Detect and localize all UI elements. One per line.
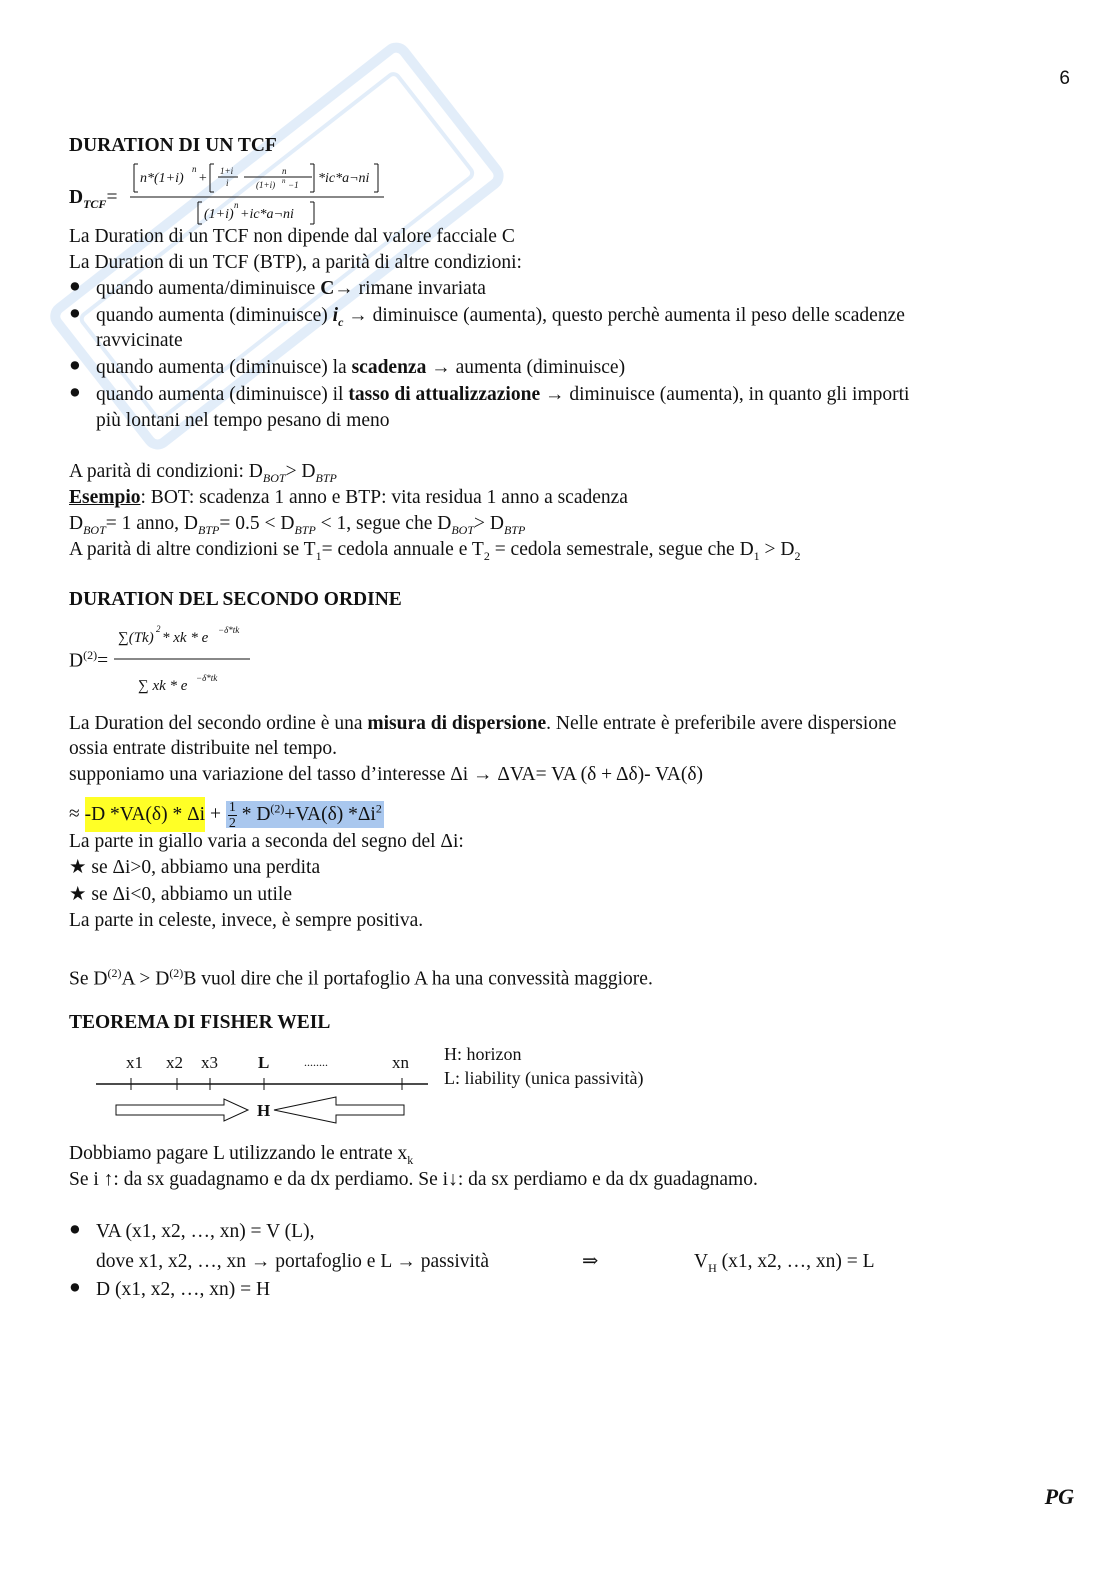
legend-liability: L: liability (unica passività) (444, 1068, 644, 1088)
svg-text:2: 2 (156, 624, 161, 634)
formula-d2-fraction (112, 622, 254, 694)
svg-text:* xk * e: * xk * e (162, 630, 209, 646)
bullet-dot: ● (69, 303, 81, 324)
highlight-blue: $\frac{1}{2}$ * $D^{(2)}+VA(\delta)$ $*\Delta i^2$ (226, 801, 384, 828)
svg-text:(1+i): (1+i) (204, 207, 234, 222)
svg-text:+: + (198, 171, 208, 186)
giallo-line: La parte in giallo varia a seconda del segno del Δi: (69, 831, 464, 852)
svg-text:1+i: 1+i (220, 166, 234, 176)
highlight-yellow: -D *VA(δ) * Δi (85, 797, 206, 832)
dbot-line: $D_{BOT}= 1$ anno, $D_{BTP}= 0.5 < D_{BTP} < 1$, segue che $D_{BOT}> D_{BTP}$ (69, 513, 526, 537)
svg-text:n: n (234, 200, 239, 210)
parita-line: A parità di condizioni: $D_{BOT}> D_{BTP}$ (69, 461, 337, 485)
diagram-label-dots: ........ (304, 1055, 328, 1069)
d2-approximation: ≈ -D *VA(δ) * Δi + $\frac{1}{2}$ * $D^{(2)}+VA(\delta)$ $*\Delta i^2$ (69, 789, 384, 827)
tcf-bullet-1: quando aumenta/diminuisce C→ rimane invariata (96, 278, 486, 299)
formula-tcf-fraction (128, 158, 390, 228)
svg-text:(1+i): (1+i) (256, 180, 276, 190)
svg-text:n: n (192, 164, 197, 174)
svg-text:+ic*a¬ni: +ic*a¬ni (240, 207, 294, 222)
formula-tcf-lhs: $D_{TCF}=$ (69, 187, 118, 211)
heading-duration-secondo-ordine: DURATION DEL SECONDO ORDINE (69, 589, 402, 610)
tcf-line-2: La Duration di un TCF (BTP), a parità di altre condizioni: (69, 252, 522, 273)
bullet-dot: ● (69, 355, 81, 376)
vh-equation: $V_H$ (x1, x2, …, xn) = L (694, 1251, 875, 1275)
implies-symbol: ⇒ (582, 1251, 599, 1272)
star-line-2: ★ se Δi<0, abbiamo un utile (69, 884, 292, 905)
svg-text:i: i (226, 178, 229, 188)
diagram-legend (444, 1042, 643, 1090)
diagram-label-xn: xn (392, 1053, 409, 1072)
fw-paragraph-2: Se i ↑: da sx guadagnamo e da dx perdiamo. Se i↓: da sx perdiamo e da dx guadagnamo. (69, 1169, 758, 1190)
bullet-dot: ● (69, 1219, 81, 1240)
page-number: 6 (1059, 68, 1070, 89)
fw-bullet-2: D (x1, x2, …, xn) = H (96, 1279, 271, 1300)
star-line-1: ★ se Δi>0, abbiamo una perdita (69, 857, 321, 878)
bullet-dot: ● (69, 382, 81, 403)
legend-horizon: H: horizon (444, 1044, 522, 1064)
svg-text:−δ*tk: −δ*tk (218, 625, 240, 635)
tcf-line-1: La Duration di un TCF non dipende dal valore facciale C (69, 226, 515, 247)
heading-duration-tcf: DURATION DI UN TCF (69, 135, 277, 156)
svg-text:n: n (282, 166, 287, 176)
cedola-line: A parità di altre condizioni se $T_1=$ cedola annuale e $T_2$ = cedola semestrale, segue che $D_1 > D_2$ (69, 539, 801, 563)
esempio-line: Esempio: BOT: scadenza 1 anno e BTP: vita residua 1 anno a scadenza (69, 487, 628, 508)
svg-text:*ic*a¬ni: *ic*a¬ni (318, 171, 370, 186)
svg-text:∑ xk * e: ∑ xk * e (138, 678, 188, 694)
footer-mark: PG (1044, 1484, 1074, 1509)
fw-bullet-1-cont: dove x1, x2, …, xn → portafoglio e L → passività (96, 1251, 490, 1272)
svg-text:∑(Tk): ∑(Tk) (118, 630, 154, 646)
svg-text:−δ*tk: −δ*tk (196, 673, 218, 683)
bullet-dot: ● (69, 276, 81, 297)
tcf-bullet-3: quando aumenta (diminuisce) la scadenza → aumenta (diminuisce) (96, 357, 626, 378)
diagram-center-h: H (257, 1101, 271, 1120)
formula-d2-lhs: $D^{(2)}=$ (69, 648, 109, 672)
diagram-label-x1: x1 (126, 1053, 143, 1072)
heading-fisher-weil: TEOREMA DI FISHER WEIL (69, 1012, 331, 1033)
svg-text:n*(1+i): n*(1+i) (140, 171, 184, 186)
svg-text:n: n (282, 177, 286, 185)
diagram-label-x2: x2 (166, 1053, 183, 1072)
fw-paragraph-1: Dobbiamo pagare L utilizzando le entrate $x_k$ (69, 1143, 414, 1167)
celeste-line: La parte in celeste, invece, è sempre positiva. (69, 910, 424, 931)
bullet-dot: ● (69, 1277, 81, 1298)
d2-paragraph-1: La Duration del secondo ordine è una misura di dispersione. Nelle entrate è preferibile avere dispersione (69, 713, 897, 734)
svg-text:−1: −1 (288, 180, 299, 190)
convessita-line: Se $D^{(2)}A > D^{(2)}B$ vuol dire che il portafoglio A ha una convessità maggiore. (69, 966, 653, 990)
tcf-bullet-4: quando aumenta (diminuisce) il tasso di attualizzazione → diminuisce (aumenta), in quanto gli importi (96, 384, 910, 405)
tcf-bullet-2-cont: ravvicinate (96, 330, 183, 351)
diagram-label-x3: x3 (201, 1053, 218, 1072)
fw-bullet-1: VA (x1, x2, …, xn) = V (L), (96, 1221, 315, 1242)
d2-paragraph-2: ossia entrate distribuite nel tempo. (69, 738, 338, 759)
tcf-bullet-4-cont: più lontani nel tempo pesano di meno (96, 410, 390, 431)
tcf-bullet-2: quando aumenta (diminuisce) $i_c$ → diminuisce (aumenta), questo perchè aumenta il peso delle scadenze (96, 305, 905, 329)
diagram-label-l: L (258, 1053, 270, 1072)
fisher-weil-diagram (94, 1044, 434, 1128)
d2-paragraph-3: supponiamo una variazione del tasso d’interesse Δi → ΔVA= VA (δ + Δδ)- VA(δ) (69, 764, 704, 785)
